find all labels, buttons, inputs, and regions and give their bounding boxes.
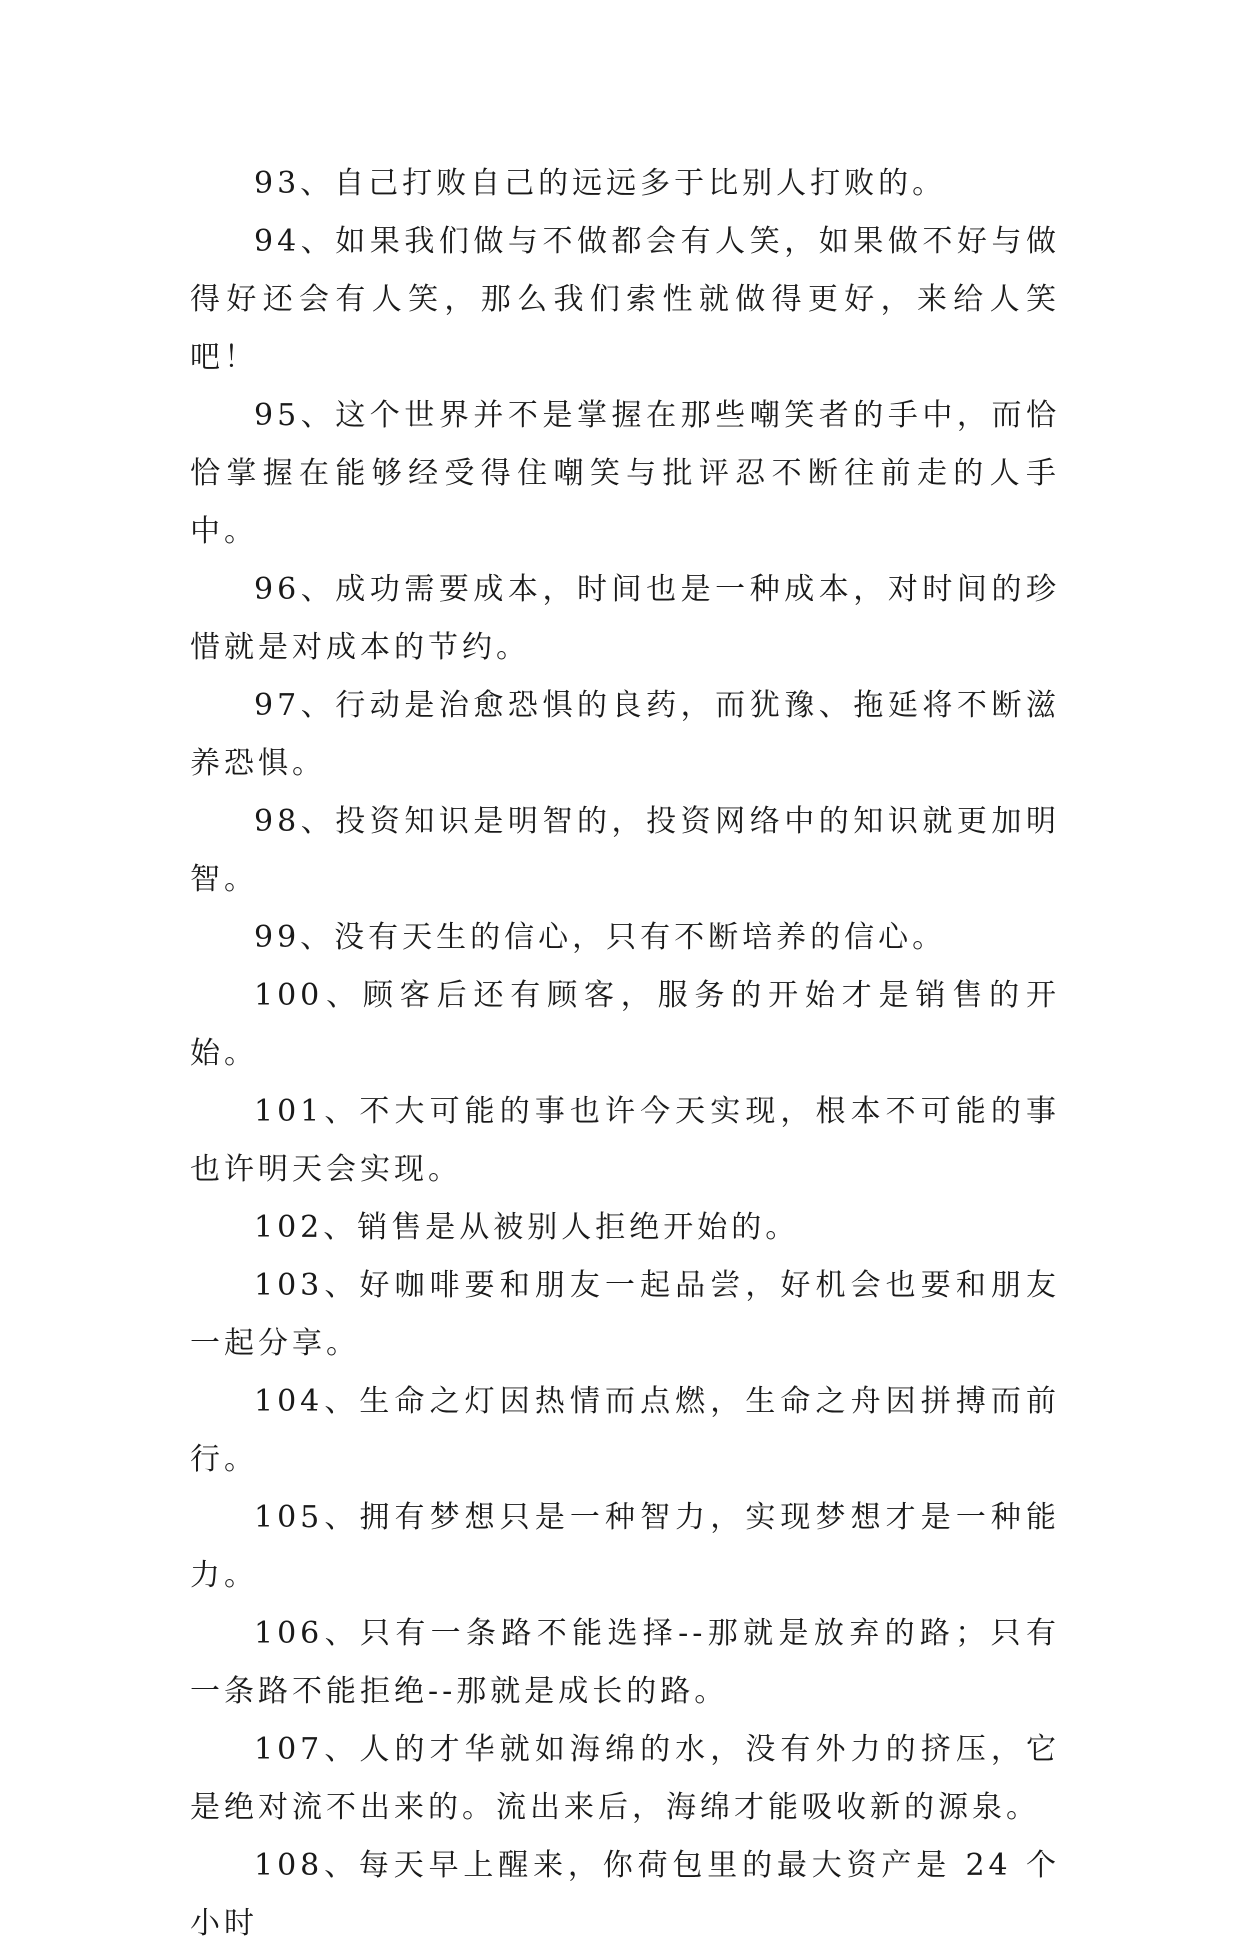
paragraph-103: 103、好咖啡要和朋友一起品尝，好机会也要和朋友一起分享。 [190,1268,1060,1361]
paragraph-106: 106、只有一条路不能选择--那就是放弃的路；只有一条路不能拒绝--那就是成长的路。 [190,1616,1060,1709]
paragraph-93: 93、自己打败自己的远远多于比别人打败的。 [254,166,947,201]
paragraph-100: 100、顾客后还有顾客，服务的开始才是销售的开始。 [190,978,1060,1071]
paragraph-107: 107、人的才华就如海绵的水，没有外力的挤压，它是绝对流不出来的。流出来后，海绵才能吸收新的源泉。 [190,1732,1060,1825]
paragraph-105: 105、拥有梦想只是一种智力，实现梦想才是一种能力。 [190,1500,1060,1593]
document-body [190,155,1060,1953]
paragraph-97: 97、行动是治愈恐惧的良药，而犹豫、拖延将不断滋养恐惧。 [190,688,1060,781]
paragraph-102: 102、销售是从被别人拒绝开始的。 [254,1210,800,1245]
paragraph-104: 104、生命之灯因热情而点燃，生命之舟因拼搏而前行。 [190,1384,1060,1477]
paragraph-101: 101、不大可能的事也许今天实现，根本不可能的事也许明天会实现。 [190,1094,1060,1187]
paragraph-94: 94、如果我们做与不做都会有人笑，如果做不好与做得好还会有人笑，那么我们索性就做得更好，来给人笑吧！ [190,224,1060,375]
paragraph-108: 108、每天早上醒来，你荷包里的最大资产是 24 个小时 [190,1848,1060,1941]
paragraph-99: 99、没有天生的信心，只有不断培养的信心。 [254,920,947,955]
paragraph-98: 98、投资知识是明智的，投资网络中的知识就更加明智。 [190,804,1060,897]
paragraph-95: 95、这个世界并不是掌握在那些嘲笑者的手中，而恰恰掌握在能够经受得住嘲笑与批评忍不断往前走的人手中。 [190,398,1060,549]
paragraph-96: 96、成功需要成本，时间也是一种成本，对时间的珍惜就是对成本的节约。 [190,572,1060,665]
